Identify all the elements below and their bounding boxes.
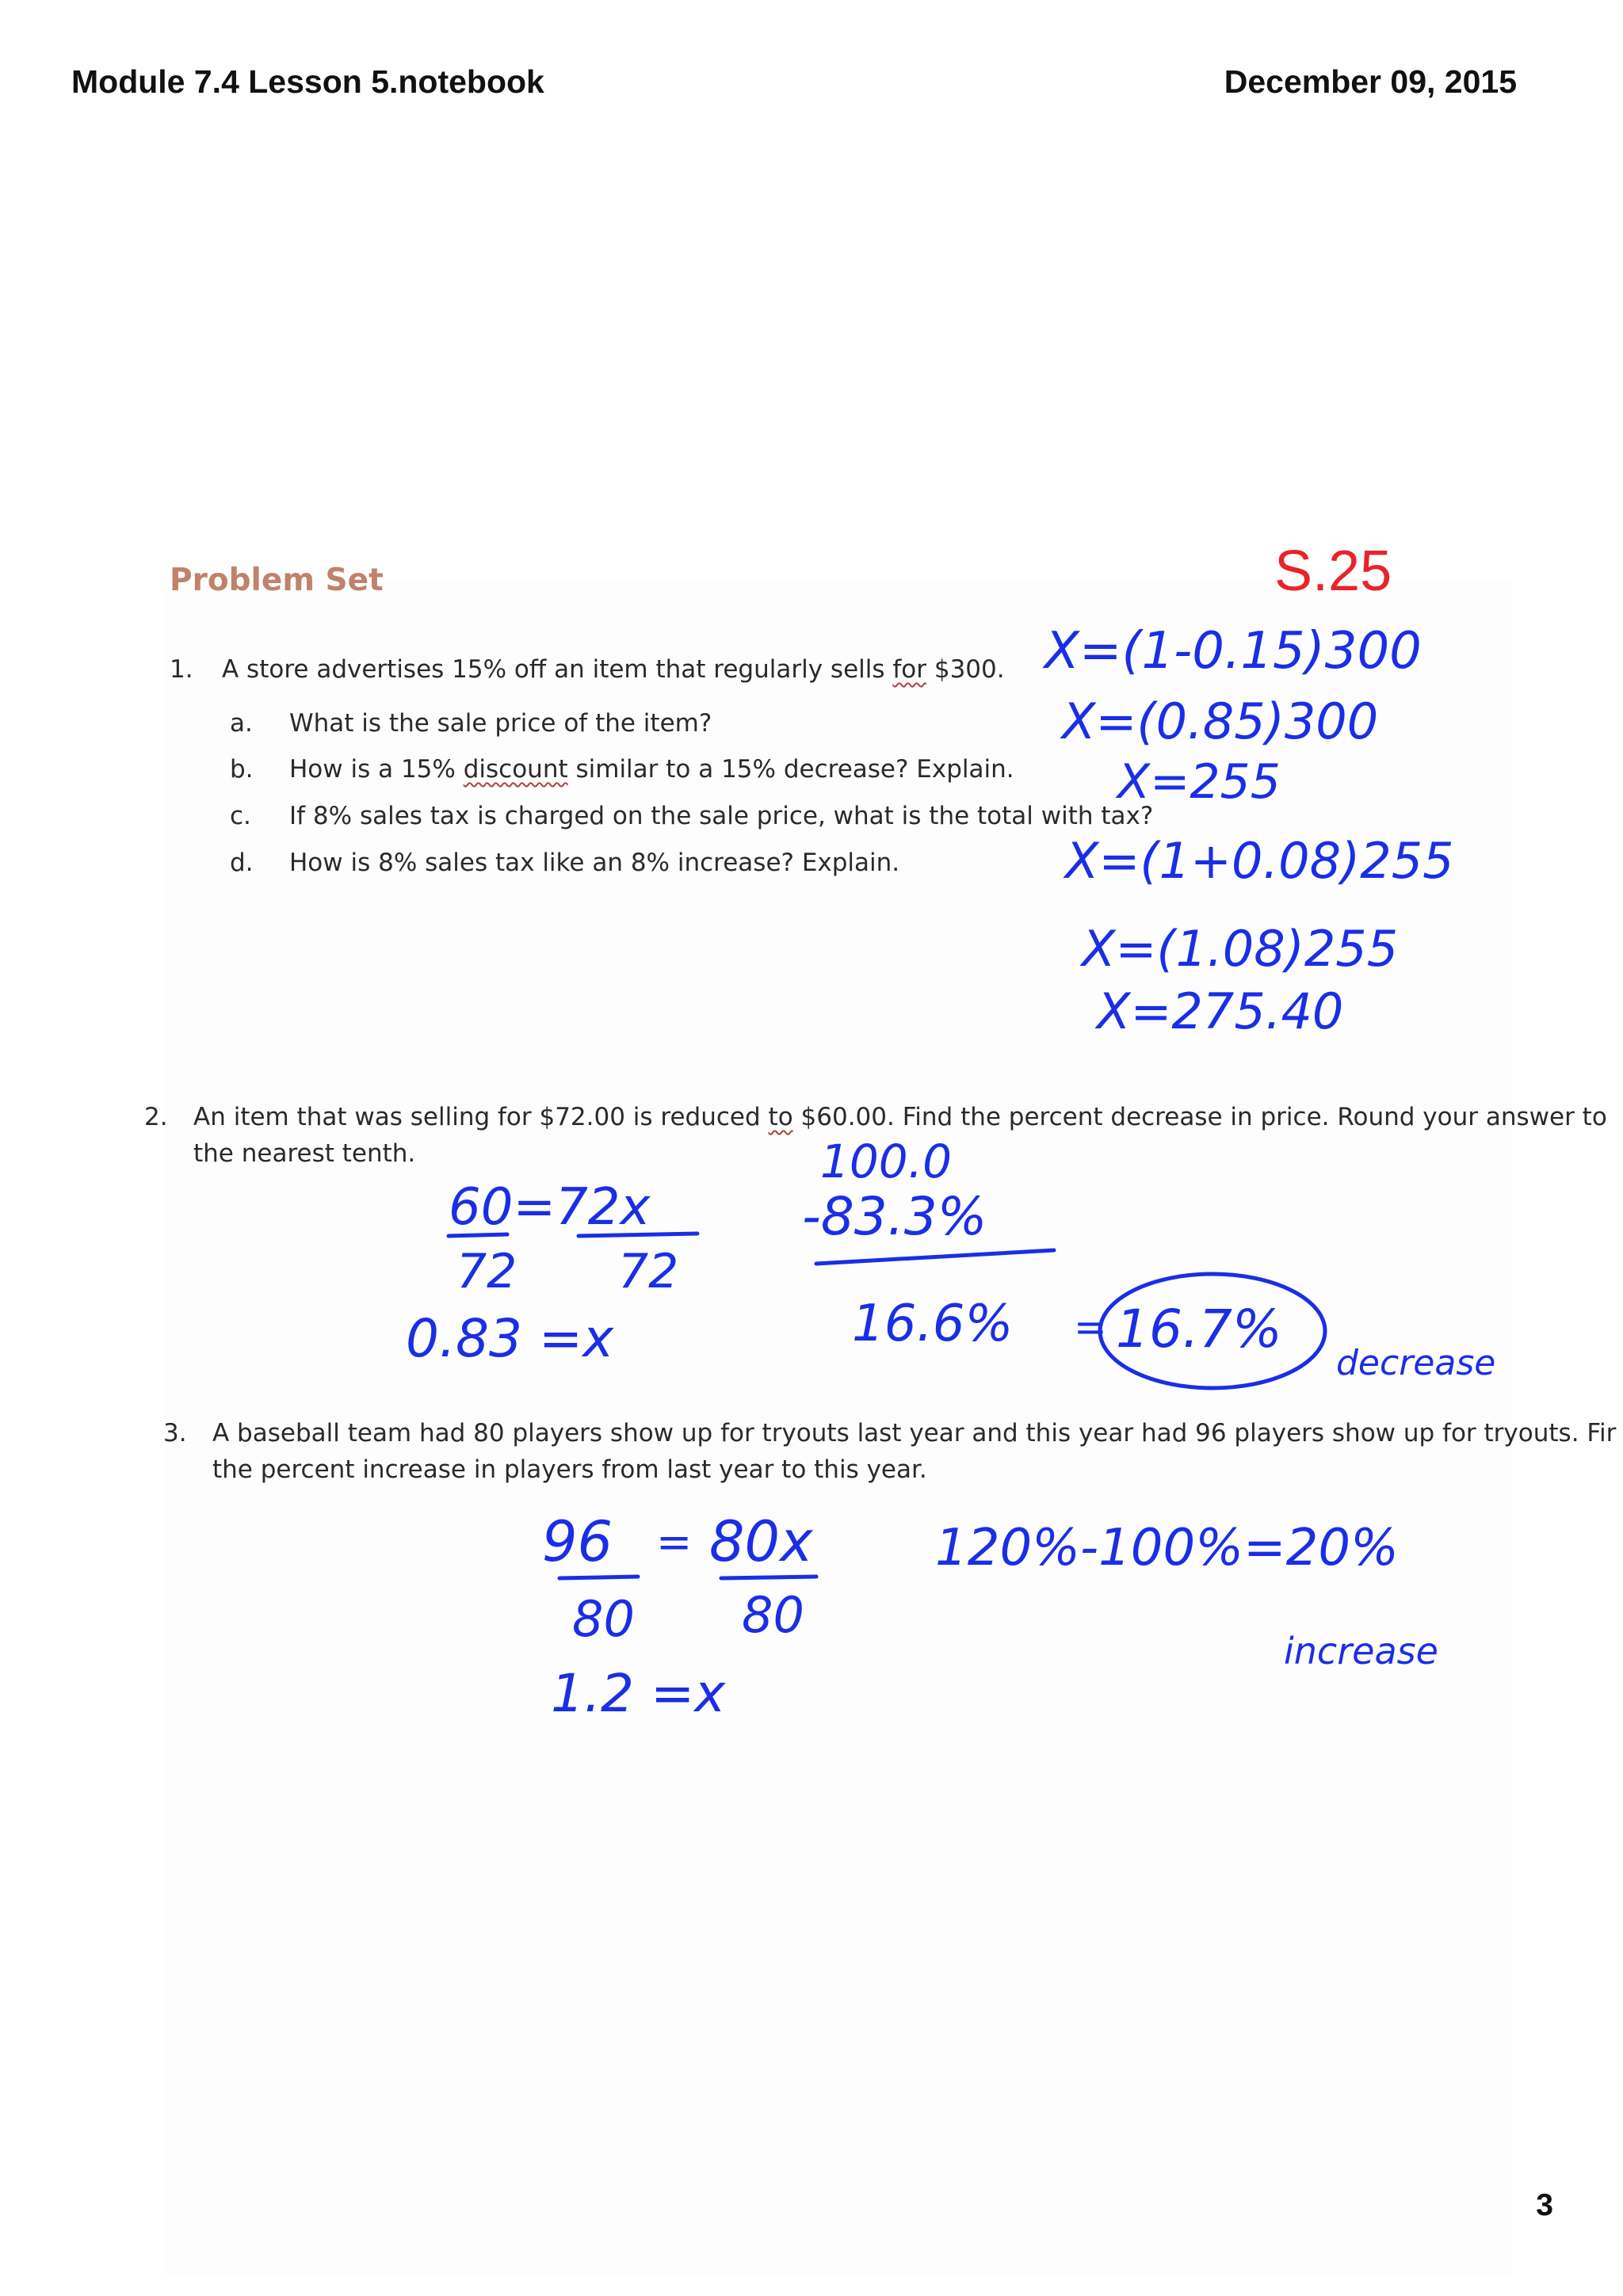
text-part: for	[892, 655, 926, 684]
part-text: If 8% sales tax is charged on the sale price, what is the total with tax?	[289, 802, 1154, 830]
fraction-bar	[721, 1577, 816, 1578]
q3-percent-change: 120%-100%=20%	[935, 1519, 1399, 1577]
question-number: 1.	[170, 655, 193, 684]
notebook-title: Module 7.4 Lesson 5.notebook	[71, 63, 544, 100]
q2-result: 0.83 =x	[406, 1308, 614, 1369]
text-part: discount	[463, 755, 568, 784]
q2-subtract-bottom: -83.3%	[802, 1186, 987, 1247]
q1-step-6: X=275.40	[1097, 982, 1344, 1040]
q1-step-3: X=255	[1117, 754, 1281, 810]
q3-denominator-left: 80	[572, 1590, 635, 1648]
q1-step-4: X=(1+0.08)255	[1065, 832, 1454, 890]
page-number: 3	[1536, 2188, 1553, 2222]
part-letter: b.	[230, 755, 254, 784]
fraction-bar	[449, 1234, 507, 1236]
q3-note: increase	[1284, 1630, 1438, 1672]
q2-rounded-answer: 16.7%	[1116, 1299, 1282, 1360]
part-letter: d.	[230, 849, 254, 877]
text-part: A store advertises 15% off an item that regularly sells	[222, 655, 893, 684]
q3-denominator-right: 80	[742, 1586, 804, 1644]
fraction-bar	[559, 1577, 638, 1578]
text-part: $300.	[926, 655, 1005, 684]
part-text: What is the sale price of the item?	[289, 709, 712, 738]
q2-difference: 16.6%	[852, 1295, 1014, 1353]
q2-subtract-top: 100.0	[820, 1135, 953, 1188]
q1-step-5: X=(1.08)255	[1082, 920, 1399, 978]
q2-denominator-right: 72	[618, 1244, 679, 1299]
fraction-bar	[579, 1234, 697, 1236]
subtraction-bar	[816, 1250, 1054, 1264]
text-part: to	[768, 1103, 793, 1131]
q2-denominator-left: 72	[456, 1244, 517, 1299]
text-part: An item that was selling for $72.00 is reduced	[193, 1103, 769, 1131]
question-text-line-2: the nearest tenth.	[193, 1139, 416, 1168]
q2-note: decrease	[1336, 1343, 1496, 1383]
part-text: How is 8% sales tax like an 8% increase? Explain.	[289, 849, 900, 877]
q1-step-2: X=(0.85)300	[1062, 692, 1379, 750]
question-number: 2.	[144, 1103, 168, 1131]
lesson-label: S.25	[1274, 540, 1392, 603]
part-letter: c.	[230, 802, 251, 830]
q2-equals: =	[1074, 1304, 1107, 1350]
q3-equals: =	[656, 1517, 693, 1567]
q3-numerator-right: 80x	[709, 1509, 813, 1574]
q2-equation: 60=72x	[449, 1178, 651, 1237]
problem-set-heading: Problem Set	[170, 563, 384, 598]
notebook-date: December 09, 2015	[1224, 63, 1517, 100]
text-part: similar to a 15% decrease? Explain.	[567, 755, 1014, 784]
text-part: How is a 15%	[289, 755, 464, 784]
question-number: 3.	[163, 1419, 187, 1447]
q1-step-1: X=(1-0.15)300	[1044, 622, 1422, 681]
q3-numerator-left: 96	[542, 1509, 613, 1574]
question-text-line-1: A baseball team had 80 players show up for tryouts last year and this year had 96 players show up for tryouts. Fir	[212, 1419, 1617, 1447]
question-text-line-2: the percent increase in players from last year to this year.	[212, 1455, 927, 1484]
part-letter: a.	[230, 709, 253, 738]
text-part: $60.00. Find the percent decrease in price. Round your answer to	[792, 1103, 1607, 1131]
q3-result: 1.2 =x	[551, 1663, 726, 1724]
